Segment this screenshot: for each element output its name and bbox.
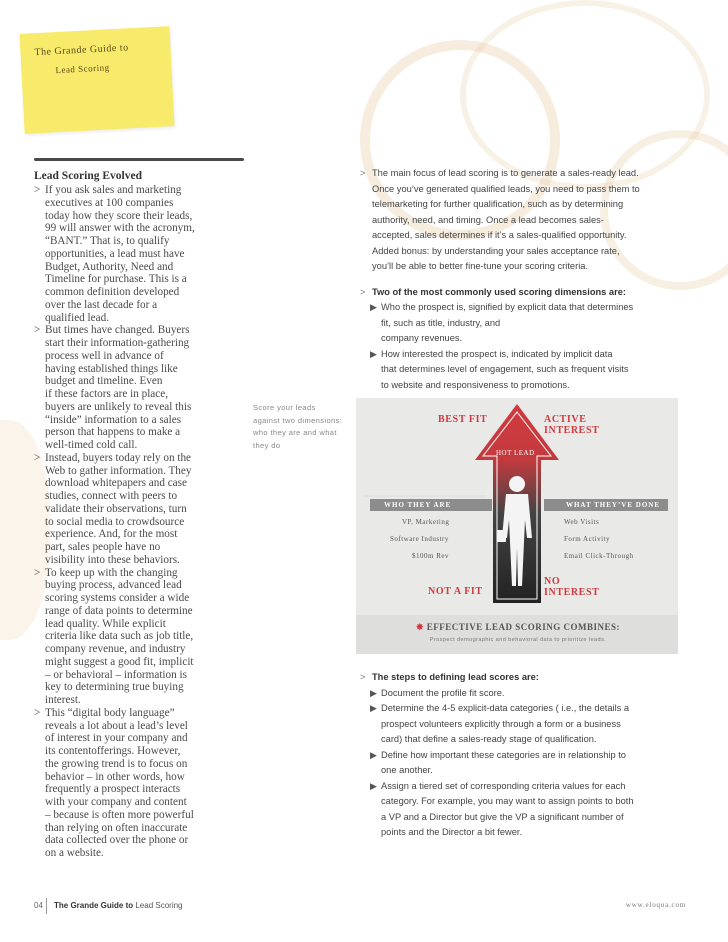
gt-marker: > xyxy=(360,286,366,297)
text-line: studies, connect with peers to xyxy=(45,490,178,502)
brush-divider xyxy=(34,158,244,161)
no-interest-label-2: INTEREST xyxy=(544,587,600,598)
text-line: visibility into these behaviors. xyxy=(45,553,180,566)
text-line: data collected over the phone or xyxy=(45,834,189,847)
text-line: budget and timeline. Even xyxy=(45,375,163,388)
text-line: on a website. xyxy=(45,847,104,859)
sub-list-item xyxy=(360,748,686,779)
text-line: behavior – in other words, how xyxy=(45,770,185,783)
text-line: Define how important these categories are in relationship to xyxy=(381,749,626,760)
explicit-item: Software Industry xyxy=(390,535,449,543)
caption-line: who they are and what xyxy=(253,428,337,437)
text-line: that determines level of engagement, such as frequent visits xyxy=(381,364,629,374)
text-line: accepted, sales determines if it’s a sales-qualified opportunity. xyxy=(372,230,627,240)
text-line: – because is often more powerful xyxy=(45,808,194,821)
triangle-bullet-icon: ▶ xyxy=(370,780,377,791)
dimensions-heading: Two of the most commonly used scoring dimensions are: xyxy=(372,286,626,297)
text-line: Timeline for purchase. This is a xyxy=(45,273,187,286)
page-number: 04 xyxy=(34,901,43,910)
text-line: qualified lead. xyxy=(45,311,109,324)
gt-marker: > xyxy=(360,672,366,682)
section-heading: Lead Scoring Evolved xyxy=(34,170,142,182)
triangle-bullet-icon: ▶ xyxy=(370,687,377,698)
active-interest-label-2: INTEREST xyxy=(544,425,600,436)
text-line: if these factors are in place, xyxy=(45,388,168,400)
text-line: points and the Director a bit fewer. xyxy=(381,827,523,837)
text-line: its contentofferings. However, xyxy=(45,745,181,757)
text-line: reveals a lot about a lead’s level xyxy=(45,719,188,732)
text-line: to social media to crowdsource xyxy=(45,515,185,528)
gt-marker: > xyxy=(360,168,366,178)
text-line: 99 will answer with the acronym, xyxy=(45,222,195,235)
text-line: over the last decade for a xyxy=(45,298,158,311)
text-line: Budget, Authority, Need and xyxy=(45,260,174,273)
diagram-caption xyxy=(253,402,353,452)
text-line: fit, such as title, industry, and xyxy=(381,317,501,328)
paragraph-steps xyxy=(360,670,686,686)
left-list-item xyxy=(34,707,246,860)
active-interest-label-1: ACTIVE xyxy=(544,414,587,425)
text-line: To keep up with the changing xyxy=(45,566,178,579)
triangle-bullet-icon: ▶ xyxy=(370,348,377,359)
text-line: category. For example, you may want to assign points to both xyxy=(381,796,634,806)
hot-lead-label: HOT LEAD xyxy=(496,449,535,457)
text-line: criteria like data such as job title, xyxy=(45,630,194,643)
text-line: might suggest a good fit, implicit xyxy=(45,655,194,668)
footer-title xyxy=(54,901,183,910)
steps-heading: The steps to defining lead scores are: xyxy=(372,672,539,682)
no-interest-label-1: NO xyxy=(544,576,561,587)
left-list-item xyxy=(34,184,246,324)
text-line: buying process, advanced lead xyxy=(45,579,182,592)
combines-subtext: Prospect demographic and behavioral data to prioritize leads. xyxy=(429,637,607,643)
text-line: scoring systems consider a wide xyxy=(45,592,190,604)
coffee-stain xyxy=(460,0,710,190)
footer-title-rest: Lead Scoring xyxy=(133,901,183,910)
text-line: Determine the 4-5 explicit-data categories ( i.e., the details a xyxy=(381,703,630,713)
text-line: person that happens to make a xyxy=(45,426,181,439)
left-list-item xyxy=(34,324,246,452)
text-line: download whitepapers and case xyxy=(45,477,187,490)
asterisk-icon: ✸ xyxy=(415,622,424,632)
text-line: prospect volunteers explicitly through a form or a business xyxy=(381,718,621,729)
paragraph-main-focus xyxy=(360,166,686,275)
steps-list xyxy=(360,686,686,841)
text-line: buyers are unlikely to reveal this xyxy=(45,400,192,413)
left-list-item xyxy=(34,452,246,567)
triangle-bullet-icon: ▶ xyxy=(370,302,377,312)
left-list-item xyxy=(34,567,246,707)
combines-text: EFFECTIVE LEAD SCORING COMBINES: xyxy=(426,622,621,632)
explicit-item: VP, Marketing xyxy=(402,518,450,526)
triangle-bullet-icon: ▶ xyxy=(370,703,377,713)
triangle-bullet-icon: ▶ xyxy=(370,749,377,760)
text-line: key to determining true buying xyxy=(45,681,184,694)
gt-marker: > xyxy=(34,184,41,196)
paragraph-lines xyxy=(372,166,686,275)
text-line: Instead, buyers today rely on the xyxy=(45,451,192,464)
who-they-are-bar: WHO THEY ARE xyxy=(370,499,492,511)
text-line: today how they score their leads, xyxy=(45,209,193,222)
text-line: with your company and content xyxy=(45,796,187,808)
sub-list-item xyxy=(360,701,686,748)
text-line: company revenues. xyxy=(381,333,463,343)
text-line: frequently a prospect interacts xyxy=(45,783,181,796)
paragraph-dimensions xyxy=(360,285,686,301)
gt-marker: > xyxy=(34,451,41,464)
combines-heading xyxy=(390,622,646,633)
text-line: – or behavioral – information is xyxy=(45,668,187,681)
text-line: the growing trend is to focus on xyxy=(45,757,188,770)
text-line: process well in advance of xyxy=(45,349,164,362)
sticky-note-title xyxy=(19,26,174,134)
caption-line: they do xyxy=(253,440,281,450)
what-theyve-done-bar: WHAT THEY’VE DONE xyxy=(544,499,668,511)
gt-marker: > xyxy=(34,566,41,579)
text-line: part, sales people have no xyxy=(45,541,161,553)
text-line: “inside” information to a sales xyxy=(45,413,182,426)
text-line: experience. And, for the most xyxy=(45,528,178,541)
implicit-item: Form Activity xyxy=(564,535,610,543)
caption-line: Score your leads xyxy=(253,403,316,412)
explicit-item: $100m Rev xyxy=(412,552,449,560)
lead-scoring-diagram xyxy=(356,398,678,654)
text-line: Web to gather information. They xyxy=(45,464,192,477)
text-line: Once you’ve generated qualified leads, you need to pass them to xyxy=(372,183,640,194)
caption-line: against two dimensions: xyxy=(253,415,343,425)
text-line: “BANT.” That is, to qualify xyxy=(45,235,170,247)
not-a-fit-label: NOT A FIT xyxy=(428,586,483,597)
text-line: well-timed cold call. xyxy=(45,439,138,451)
text-line: authority, need, and timing. Once a lead becomes sales- xyxy=(372,214,604,225)
sub-list-item xyxy=(360,779,686,841)
text-line: How interested the prospect is, indicated by implicit data xyxy=(381,348,613,359)
sticky-note-line1: The Grande Guide to xyxy=(34,42,129,59)
text-line: If you ask sales and marketing xyxy=(45,184,182,196)
text-line: executives at 100 companies xyxy=(45,196,174,209)
text-line: of interest in your company and xyxy=(45,732,188,745)
page-footer xyxy=(34,901,686,913)
footer-url: www.eloqua.com xyxy=(625,901,686,909)
text-line: range of data points to determine xyxy=(45,604,193,617)
text-line: than relying on often inaccurate xyxy=(45,821,188,834)
text-line: Document the profile fit score. xyxy=(381,687,505,698)
text-line: But times have changed. Buyers xyxy=(45,324,190,337)
sub-list-item xyxy=(360,347,686,394)
text-line: having established things like xyxy=(45,362,178,375)
text-line: a VP and a Director but give the VP a significant number of xyxy=(381,811,624,822)
text-line: start their information-gathering xyxy=(45,337,190,349)
text-line: validate their observations, turn xyxy=(45,502,187,515)
sub-list-item xyxy=(360,686,686,702)
text-line: Added bonus: by understanding your sales acceptance rate, xyxy=(372,245,620,256)
text-line: lead quality. While explicit xyxy=(45,617,166,630)
text-line: one another. xyxy=(381,765,433,775)
text-line: interest. xyxy=(45,694,81,706)
implicit-item: Web Visits xyxy=(564,518,600,526)
footer-divider xyxy=(46,898,47,914)
combines-band xyxy=(356,615,678,654)
text-line: card) that define a sales-ready stage of qualification. xyxy=(381,734,597,744)
gt-marker: > xyxy=(34,324,41,337)
left-item-list xyxy=(34,184,246,860)
sticky-note-line2: Lead Scoring xyxy=(55,62,110,76)
implicit-item: Email Click-Through xyxy=(564,552,634,560)
text-line: company revenue, and industry xyxy=(45,643,186,655)
text-line: telemarketing for further qualification, such as by determining xyxy=(372,199,624,209)
footer-title-bold: The Grande Guide to xyxy=(54,901,134,910)
text-line: to website and responsiveness to promotions. xyxy=(381,379,570,390)
gt-marker: > xyxy=(34,706,41,719)
text-line: The main focus of lead scoring is to generate a sales-ready lead. xyxy=(372,168,639,178)
sub-list-item xyxy=(360,300,686,347)
text-line: you’ll be able to better fine-tune your scoring criteria. xyxy=(372,261,589,271)
text-line: Who the prospect is, signified by explicit data that determines xyxy=(381,302,634,312)
text-line: opportunities, a lead must have xyxy=(45,247,185,260)
best-fit-label: BEST FIT xyxy=(438,414,488,425)
dimensions-list xyxy=(360,300,686,393)
text-line: common definition developed xyxy=(45,286,180,298)
left-column xyxy=(34,168,246,860)
text-line: Assign a tiered set of corresponding criteria values for each xyxy=(381,780,626,791)
text-line: This “digital body language” xyxy=(45,706,175,719)
